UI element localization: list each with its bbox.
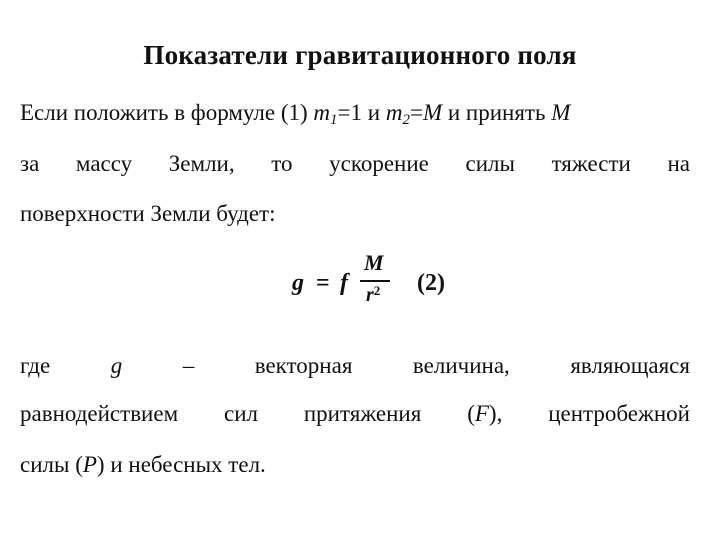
formula-gravity-acceleration — [290, 250, 460, 312]
word: Земли, — [168, 151, 235, 176]
symbol-P: P — [82, 452, 97, 477]
formula-f: f — [340, 270, 348, 296]
word: то — [271, 151, 293, 176]
symbol-F: F — [474, 401, 489, 426]
formula-denominator: $r^2$ — [366, 283, 381, 306]
word: величина, — [412, 353, 510, 378]
formula-numerator: M — [364, 250, 384, 275]
symbol-m2: $m_2$ — [385, 100, 410, 128]
paragraph-line-4 — [20, 351, 690, 381]
fraction-bar — [360, 280, 390, 282]
slide-title: Показатели гравитационного поля — [143, 40, 577, 70]
word: силы — [465, 151, 515, 176]
text-segment: Если положить в формуле (1) $m_1=1$ и $m_2=M$ и принять M — [20, 100, 571, 128]
paragraph-line-1 — [20, 98, 690, 128]
symbol-m1: $m_1$ — [313, 100, 338, 128]
word-force-f: (F), — [467, 401, 503, 426]
symbol-M: M — [422, 100, 443, 125]
word: притяжения — [303, 401, 422, 426]
formula-g: g — [292, 270, 304, 296]
symbol-g: g — [110, 353, 123, 378]
formula-number: (2) — [417, 270, 445, 296]
symbol-M: M — [551, 100, 571, 125]
word: равнодействием — [20, 401, 179, 426]
word: массу — [75, 151, 133, 176]
word: где — [20, 353, 51, 378]
paragraph-line-3: поверхности Земли будет: — [20, 201, 276, 226]
word: тяжести — [551, 151, 631, 176]
word: являющаяся — [570, 353, 690, 378]
formula-equals: = — [316, 270, 330, 296]
word: на — [667, 151, 690, 176]
word: сил — [224, 401, 258, 426]
paragraph-line-6: силы (P) и небесных тел. — [20, 452, 266, 477]
paragraph-line-2 — [20, 149, 690, 179]
word: за — [20, 151, 40, 176]
word: ускорение — [329, 151, 429, 176]
paragraph-line-5 — [20, 399, 690, 429]
word: – — [182, 353, 195, 378]
word: векторная — [254, 353, 353, 378]
word: центробежной — [548, 401, 690, 426]
